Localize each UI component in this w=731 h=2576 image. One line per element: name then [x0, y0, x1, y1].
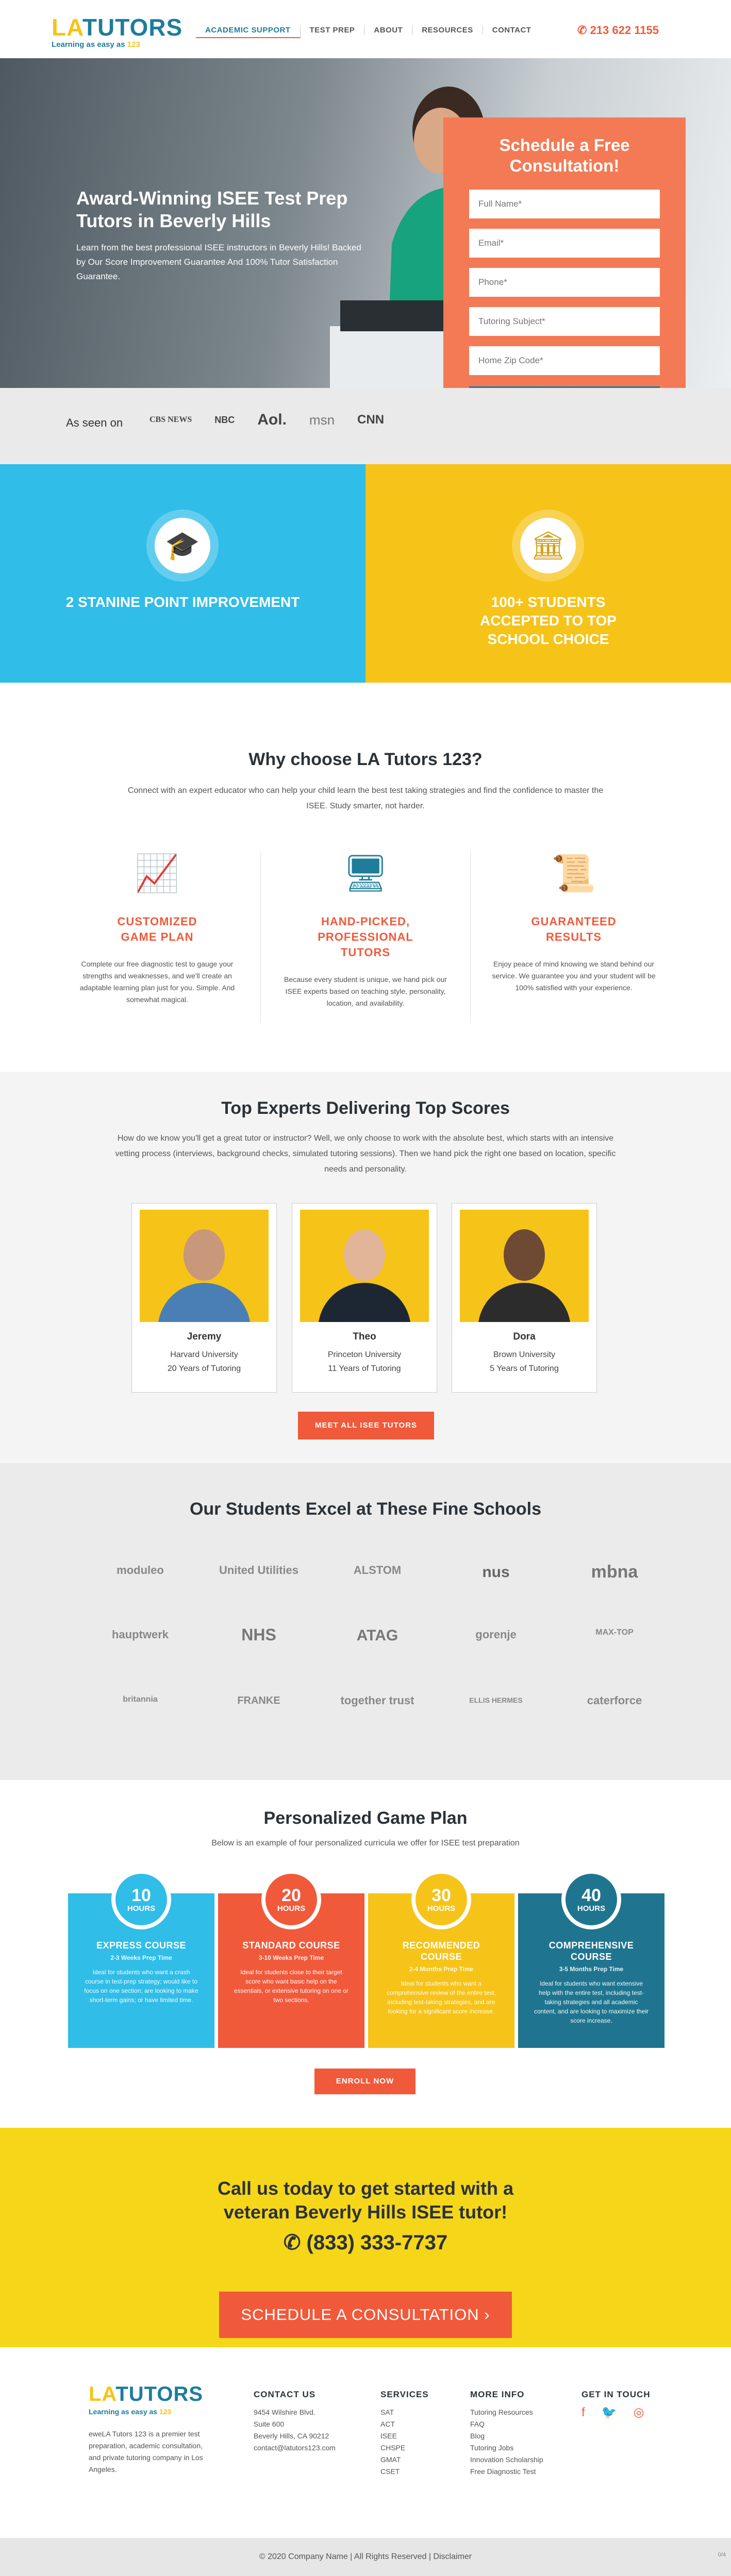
course-hours-unit: HOURS	[127, 1904, 156, 1913]
course-description: Ideal for students who want a crash course in test-prep strategy; would like to focus on one section; are looking to make short-term gains; or have limited time.	[84, 1969, 198, 2004]
cta-phone[interactable]	[0, 2231, 731, 2255]
hero-body: Learn from the best professional ISEE instructors in Beverly Hills! Backed by Our Score Improvement Guarantee And 100% Tutor Satisfaction Guarantee.	[76, 243, 361, 281]
tutor-photo	[460, 1210, 589, 1322]
footer-link[interactable]: CHSPE	[380, 2444, 406, 2452]
experts-title: Top Experts Delivering Top Scores	[221, 1098, 510, 1118]
chevron-right-icon: ›	[484, 2306, 490, 2324]
cbs-news-logo: CBS NEWS	[149, 415, 192, 424]
footer-heading: MORE INFO	[470, 2389, 525, 2399]
msn-logo: msn	[309, 412, 335, 428]
course-hours-unit: HOURS	[577, 1904, 606, 1913]
feature-title: CUSTOMIZED GAME PLAN	[117, 915, 197, 943]
course-description: Ideal for students who want a comprehensive review of the entire test, including test-taking strategies, and are looking for a significant score increase.	[386, 1980, 496, 2015]
footer-heading: CONTACT US	[254, 2389, 316, 2399]
presentation-icon: 🖥	[342, 853, 389, 893]
cta-title: Call us today to get started with a veteran Beverly Hills ISEE tutor!	[217, 2178, 514, 2223]
stat-icon-ring	[512, 510, 584, 582]
form-title: Schedule a Free Consultation!	[499, 135, 630, 175]
tutor-photo-head	[504, 1229, 545, 1281]
feature-body: Enjoy peace of mind knowing we stand behind our service. We guarantee you and your student will be 100% satisfied with your experience.	[492, 960, 656, 992]
tutor-photo-body	[318, 1283, 411, 1322]
footer-link[interactable]: ACT	[380, 2420, 395, 2428]
nav-resources[interactable]: RESOURCES	[412, 26, 483, 35]
feature-body: Complete our free diagnostic test to gauge your strengths and weaknesses, and we'll create an adaptable learning plan just for you. Simple. And somewhat magical.	[79, 960, 235, 1004]
tutor-photo-body	[478, 1283, 571, 1322]
course-hours: 10	[131, 1885, 151, 1905]
stat-accepted	[366, 464, 731, 683]
experts-subtitle: How do we know you'll get a great tutor or instructor? Well, we only choose to work with the absolute best, which starts with an intensive vetting process (interviews, background checks, simulated tutoring sessions). Then we hand pick the right one based on location, specific needs and personality.	[115, 1134, 616, 1174]
meet-tutors-button[interactable]: MEET ALL ISEE TUTORS	[298, 1412, 434, 1439]
schedule-consultation-label: SCHEDULE A CONSULTATION	[241, 2306, 479, 2324]
course-card-express[interactable]	[68, 1885, 214, 2048]
site-logo[interactable]	[52, 15, 182, 49]
school-logo: hauptwerk	[111, 1628, 169, 1641]
nav-academic-support[interactable]: ACADEMIC SUPPORT	[196, 26, 301, 38]
feature-title: GUARANTEED RESULTS	[531, 915, 617, 943]
school-logo: britannia	[123, 1695, 158, 1704]
course-description: Ideal for students who want extensive help with the entire test, including test-taking strategies and all academic content, and are looking to maximize their score increase.	[534, 1980, 649, 2024]
aol-logo: Aol.	[257, 411, 287, 428]
nav-contact[interactable]: CONTACT	[492, 26, 531, 35]
course-title: RECOMMENDED COURSE	[402, 1940, 480, 1962]
header-phone[interactable]	[577, 24, 659, 37]
full-name-field[interactable]	[469, 190, 660, 218]
game-plan-section	[0, 1780, 731, 2128]
tutor-photo-body	[158, 1283, 251, 1322]
footer-link[interactable]: Tutoring Jobs	[470, 2444, 514, 2452]
tutor-card-jeremy[interactable]	[131, 1203, 277, 1393]
course-duration: 3-10 Weeks Prep Time	[258, 1954, 324, 1961]
tutoring-subject-field[interactable]	[469, 307, 660, 336]
phone-field[interactable]	[469, 268, 660, 297]
school-logo: caterforce	[587, 1694, 642, 1707]
course-duration: 3-5 Months Prep Time	[559, 1965, 624, 1973]
feature-body: Because every student is unique, we hand pick our ISEE experts based on teaching style, personality, location, and availability.	[284, 975, 447, 1007]
tutor-photo	[300, 1210, 429, 1322]
why-subtitle: Connect with an expert educator who can help your child learn the best test taking strategies and find the confidence to master the ISEE. Study smarter, not harder.	[127, 786, 604, 810]
footer-address-line: 9454 Wilshire Blvd.	[254, 2408, 315, 2416]
school-logo: together trust	[340, 1694, 414, 1707]
footer-link[interactable]: Tutoring Resources	[470, 2408, 533, 2416]
stat-stanine-text: 2 STANINE POINT IMPROVEMENT	[65, 594, 300, 610]
site-header	[0, 0, 731, 58]
tutor-card-dora[interactable]	[452, 1203, 597, 1393]
phone-icon: ✆	[283, 2231, 301, 2254]
call-to-action-section	[0, 2128, 731, 2347]
footer-contact	[254, 2388, 336, 2454]
logo-tag-number: 123	[127, 40, 140, 49]
school-logo: nus	[482, 1564, 510, 1581]
header-phone-number: 213 622 1155	[590, 24, 659, 37]
experts-section	[0, 1072, 731, 1463]
main-nav	[196, 26, 540, 38]
plan-title: Personalized Game Plan	[263, 1808, 468, 1828]
feature-tutors	[283, 850, 448, 1009]
plan-subtitle: Below is an example of four personalized curricula we offer for ISEE test preparation	[211, 1839, 520, 1848]
logo-tag-number: 123	[159, 2408, 172, 2416]
course-description: Ideal for students close to their target score who want basic help on the essentials, or extensive tutoring on one or two sections.	[234, 1969, 349, 2004]
footer-link[interactable]: Free Diagnostic Test	[470, 2467, 536, 2476]
footer-link[interactable]: FAQ	[470, 2420, 485, 2428]
phone-icon: ✆	[577, 24, 587, 37]
footer-about-text: eweLA Tutors 123 is a premier test preparation, academic consultation, and private tutoring company in Los Angeles.	[89, 2430, 203, 2473]
email-field[interactable]	[469, 229, 660, 258]
cnn-logo: CNN	[357, 413, 385, 427]
stat-stanine	[0, 464, 366, 683]
logo-tagline: Learning as easy as	[89, 2408, 158, 2416]
hours-badge	[561, 1870, 621, 1929]
graduation-cap-icon: 🎓	[155, 518, 210, 573]
footer-about	[89, 2383, 207, 2476]
why-title: Why choose LA Tutors 123?	[248, 750, 483, 769]
logo-tutors: TUTORS	[82, 14, 183, 41]
stat-accepted-text: 100+ STUDENTS ACCEPTED TO TOP SCHOOL CHOICE	[479, 594, 617, 647]
stats-band	[0, 464, 731, 683]
hours-badge	[261, 1870, 321, 1929]
school-logo: ALSTOM	[353, 1564, 402, 1577]
site-footer	[0, 2347, 731, 2538]
course-card-standard[interactable]	[218, 1885, 364, 2048]
school-logo: ELLIS HERMES	[469, 1696, 523, 1704]
stat-icon-ring	[146, 510, 219, 582]
twitter-icon[interactable]: 🐦	[601, 2405, 617, 2419]
tutor-name: Theo	[353, 1331, 376, 1342]
enroll-now-button[interactable]: ENROLL NOW	[314, 2069, 416, 2094]
tutor-name: Jeremy	[187, 1331, 222, 1342]
page-counter: 0/4	[718, 2552, 726, 2558]
social-links	[582, 2406, 651, 2418]
school-building-icon: 🏛	[520, 518, 576, 573]
course-duration: 2-4 Months Prep Time	[409, 1965, 474, 1973]
as-seen-on-label: As seen on	[66, 416, 123, 429]
course-hours-unit: HOURS	[277, 1904, 306, 1913]
footer-link[interactable]: GMAT	[380, 2455, 401, 2464]
footer-link[interactable]: Blog	[470, 2432, 485, 2440]
school-logo: United Utilities	[219, 1564, 298, 1577]
course-hours: 20	[281, 1885, 301, 1905]
school-logo: gorenje	[475, 1628, 517, 1641]
copyright-bar	[0, 2538, 731, 2576]
course-duration: 2-3 Weeks Prep Time	[110, 1954, 172, 1961]
zip-code-field[interactable]	[469, 346, 660, 375]
growth-chart-icon: 📈	[135, 853, 180, 893]
schedule-consultation-button[interactable]	[219, 2292, 512, 2338]
footer-get-in-touch	[582, 2388, 651, 2418]
tutor-photo	[140, 1210, 269, 1322]
logo-la: LA	[52, 14, 82, 41]
tutor-years: 20 Years of Tutoring	[167, 1364, 241, 1373]
course-card-comprehensive[interactable]	[518, 1885, 664, 2048]
nav-about[interactable]: ABOUT	[364, 26, 412, 35]
divider	[470, 853, 471, 1023]
copyright-text: © 2020 Company Name | All Rights Reserved | Disclaimer	[259, 2552, 472, 2561]
footer-link[interactable]: SAT	[380, 2408, 394, 2416]
facebook-icon[interactable]: f	[582, 2405, 585, 2419]
tutor-school: Harvard University	[170, 1350, 238, 1359]
course-title: STANDARD COURSE	[242, 1940, 340, 1951]
footer-link[interactable]: CSET	[380, 2467, 400, 2476]
footer-heading: SERVICES	[380, 2389, 429, 2399]
footer-services	[380, 2388, 429, 2478]
why-choose-section	[0, 683, 731, 1072]
footer-logo[interactable]	[89, 2383, 207, 2405]
tutor-card-theo[interactable]	[292, 1203, 437, 1393]
footer-heading: GET IN TOUCH	[582, 2389, 651, 2399]
schools-section	[0, 1463, 731, 1780]
feature-title: HAND-PICKED, PROFESSIONAL TUTORS	[318, 915, 413, 959]
school-logo: FRANKE	[237, 1695, 280, 1706]
nbc-logo: NBC	[214, 414, 235, 425]
tutor-years: 11 Years of Tutoring	[328, 1364, 401, 1373]
school-logo: moduleo	[117, 1564, 164, 1577]
footer-email-link[interactable]: contact@latutors123.com	[254, 2444, 336, 2452]
school-logo: NHS	[241, 1625, 276, 1644]
school-logo: mbna	[591, 1562, 638, 1582]
media-logos	[149, 411, 384, 429]
tutor-photo-head	[184, 1229, 225, 1281]
course-hours-unit: HOURS	[427, 1904, 456, 1913]
course-title: EXPRESS COURSE	[96, 1940, 187, 1951]
cta-phone-number: (833) 333-7737	[306, 2231, 448, 2254]
footer-address-line: Beverly Hills, CA 90212	[254, 2432, 329, 2440]
divider	[260, 853, 261, 1023]
footer-more-info	[470, 2388, 543, 2478]
footer-link[interactable]: Innovation Scholarship	[470, 2455, 543, 2464]
tutor-name: Dora	[513, 1331, 536, 1342]
feature-guarantee	[491, 850, 656, 994]
nav-test-prep[interactable]: TEST PREP	[301, 26, 365, 35]
school-logo: ATAG	[356, 1627, 398, 1644]
logo-tutors: TUTORS	[115, 2383, 204, 2405]
hero-text	[76, 187, 365, 284]
course-hours: 40	[582, 1885, 601, 1905]
certificate-icon: 📜	[551, 853, 596, 893]
hours-badge	[411, 1870, 471, 1929]
logo-tagline: Learning as easy as	[52, 40, 125, 49]
course-hours: 30	[431, 1885, 451, 1905]
as-seen-on-bar	[0, 388, 731, 464]
hours-badge	[111, 1870, 171, 1929]
school-logo: MAX-TOP	[595, 1628, 634, 1637]
hero-title: Award-Winning ISEE Test Prep Tutors in Beverly Hills	[76, 188, 348, 231]
feature-game-plan	[75, 850, 240, 1006]
tutor-school: Brown University	[493, 1350, 556, 1359]
footer-link[interactable]: ISEE	[380, 2432, 397, 2440]
course-title: COMPREHENSIVE COURSE	[549, 1940, 634, 1962]
tutor-photo-head	[344, 1229, 385, 1281]
tutor-school: Princeton University	[327, 1350, 402, 1359]
schools-title: Our Students Excel at These Fine Schools	[189, 1499, 542, 1519]
footer-address-line: Suite 600	[254, 2420, 285, 2428]
course-card-recommended[interactable]	[368, 1885, 514, 2048]
logo-la: LA	[89, 2383, 116, 2405]
tutor-years: 5 Years of Tutoring	[490, 1364, 559, 1373]
instagram-icon[interactable]: ◎	[633, 2405, 644, 2419]
